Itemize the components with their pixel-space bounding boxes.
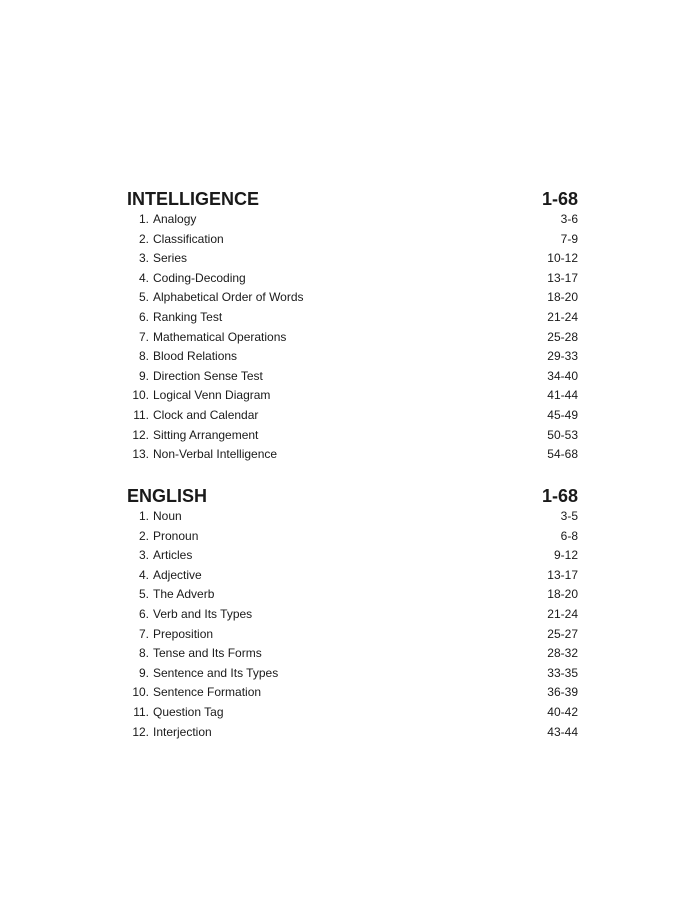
toc-entry-title: Sentence Formation [153, 685, 262, 700]
toc-entry-pages: 54-68 [547, 447, 578, 462]
toc-entry-left [127, 308, 222, 328]
toc-entry-left [127, 347, 237, 367]
toc-entry-number: 3. [138, 548, 149, 563]
toc-entry-pages: 18-20 [547, 290, 578, 305]
toc-entry-left [127, 445, 277, 465]
toc-entry-number: 12. [132, 724, 149, 739]
toc-entry-pages: 13-17 [547, 270, 578, 285]
toc-entry-number: 11. [133, 407, 149, 422]
toc-entry-left [127, 683, 261, 703]
toc-entry-number: 10. [132, 685, 149, 700]
toc-entry-title: Clock and Calendar [153, 407, 259, 422]
toc-entry-left [127, 328, 286, 348]
section-title: INTELLIGENCE [127, 189, 260, 209]
toc-entry-title: The Adverb [153, 587, 215, 602]
toc-entry-number: 8. [138, 646, 149, 661]
toc-entry-title: Sentence and Its Types [153, 665, 279, 680]
toc-entry-number: 2. [138, 528, 149, 543]
toc-entry-pages: 6-8 [560, 528, 578, 543]
toc-entry-title: Mathematical Operations [153, 329, 287, 344]
toc-entry [127, 230, 578, 250]
toc-entry-pages: 33-35 [547, 665, 578, 680]
toc-entry-left [127, 210, 196, 230]
toc-entry-pages: 13-17 [547, 567, 578, 582]
toc-entry-left [127, 527, 198, 547]
toc-entry-number: 12. [132, 427, 149, 442]
toc-entry [127, 288, 578, 308]
toc-entry-left [127, 703, 224, 723]
toc-entry-number: 9. [138, 665, 149, 680]
toc-entry [127, 445, 578, 465]
toc-entry-number: 6. [138, 606, 149, 621]
toc-entry-number: 2. [138, 231, 149, 246]
toc-entry-pages: 21-24 [547, 606, 578, 621]
toc-entry-title: Preposition [153, 626, 214, 641]
toc-entry-left [127, 605, 252, 625]
toc-entry [127, 683, 578, 703]
toc-entry-pages: 3-5 [560, 509, 578, 523]
toc-entry-title: Blood Relations [153, 349, 238, 364]
toc-entry-title: Sitting Arrangement [153, 427, 259, 442]
toc-entry-pages: 29-33 [547, 349, 578, 364]
toc-entry-left [127, 566, 202, 586]
toc-section-english [127, 485, 578, 742]
toc-entry-left [127, 426, 258, 446]
toc-entry-pages: 21-24 [547, 309, 578, 324]
toc-entry-pages: 3-6 [560, 212, 578, 226]
toc-entry-number: 5. [138, 290, 149, 305]
toc-entry-left [127, 269, 246, 289]
toc-entry [127, 664, 578, 684]
toc-entry [127, 308, 578, 328]
toc-entry-title: Adjective [153, 567, 202, 582]
toc-entry-title: Verb and Its Types [153, 606, 253, 621]
toc-entry-left [127, 386, 270, 406]
toc-entry-pages: 41-44 [547, 388, 578, 403]
toc-entry-left [127, 288, 304, 308]
toc-entry-title: Ranking Test [153, 309, 223, 324]
toc-entry-title: Interjection [153, 724, 212, 739]
toc-entry-number: 3. [138, 251, 149, 266]
toc-entry-pages: 50-53 [547, 427, 578, 442]
toc-entry [127, 585, 578, 605]
toc-entry [127, 605, 578, 625]
toc-entry-pages: 25-28 [547, 329, 578, 344]
toc-entry [127, 347, 578, 367]
toc-entry-title: Classification [153, 231, 224, 246]
toc-entry [127, 566, 578, 586]
toc-entry-pages: 25-27 [547, 626, 578, 641]
toc-entry-number: 1. [138, 212, 149, 226]
toc-entry-pages: 28-32 [547, 646, 578, 661]
toc-entry-number: 4. [138, 567, 149, 582]
toc-entry-title: Articles [153, 548, 193, 563]
toc-entry-title: Direction Sense Test [153, 368, 263, 383]
section-page-range: 1-68 [541, 486, 578, 506]
toc-entry-number: 10. [132, 388, 149, 403]
toc-entry [127, 269, 578, 289]
toc-entry [127, 249, 578, 269]
toc-entry [127, 527, 578, 547]
toc-entry-number: 8. [138, 349, 149, 364]
toc-entry-number: 7. [138, 329, 149, 344]
toc-entry-title: Coding-Decoding [153, 270, 246, 285]
toc-entry-title: Non-Verbal Intelligence [153, 447, 278, 462]
toc-list [127, 507, 578, 742]
section-header [127, 485, 578, 507]
toc-section-intelligence [127, 188, 578, 465]
toc-entry [127, 328, 578, 348]
section-header [127, 188, 578, 210]
toc-entry-left [127, 664, 278, 684]
toc-entry [127, 426, 578, 446]
toc-entry-title: Noun [153, 509, 182, 523]
toc-entry-pages: 9-12 [553, 548, 578, 563]
toc-entry [127, 507, 578, 527]
toc-entry-left [127, 406, 258, 426]
section-page-range: 1-68 [541, 189, 578, 209]
toc-entry-title: Question Tag [153, 704, 224, 719]
toc-entry-pages: 43-44 [547, 724, 578, 739]
toc-entry-title: Tense and Its Forms [153, 646, 262, 661]
toc-entry [127, 625, 578, 645]
toc-entry [127, 723, 578, 743]
toc-entry-pages: 10-12 [547, 251, 578, 266]
toc-entry-number: 9. [138, 368, 149, 383]
toc-entry [127, 546, 578, 566]
toc-entry-left [127, 723, 212, 743]
toc-entry-pages: 40-42 [547, 704, 578, 719]
toc-entry-pages: 34-40 [547, 368, 578, 383]
toc-entry-title: Series [153, 251, 188, 266]
toc-entry-pages: 18-20 [547, 587, 578, 602]
toc-entry-pages: 36-39 [547, 685, 578, 700]
toc-entry [127, 644, 578, 664]
toc-entry-left [127, 546, 192, 566]
toc-entry-title: Analogy [153, 212, 197, 226]
toc-entry-left [127, 644, 262, 664]
toc-entry-left [127, 230, 224, 250]
toc-entry-title: Logical Venn Diagram [153, 388, 271, 403]
toc-entry-left [127, 507, 182, 527]
toc-entry-title: Pronoun [153, 528, 199, 543]
toc-entry-number: 7. [138, 626, 149, 641]
toc-entry-left [127, 249, 187, 269]
toc-entry-pages: 45-49 [547, 407, 578, 422]
toc-entry [127, 406, 578, 426]
toc-entry-pages: 7-9 [560, 231, 578, 246]
toc-entry-number: 5. [138, 587, 149, 602]
toc-entry [127, 386, 578, 406]
toc-entry-number: 6. [138, 309, 149, 324]
section-title: ENGLISH [127, 486, 208, 506]
toc-entry-left [127, 625, 213, 645]
toc-entry [127, 210, 578, 230]
toc-entry-left [127, 367, 263, 387]
toc-entry [127, 703, 578, 723]
toc-entry-title: Alphabetical Order of Words [153, 290, 304, 305]
toc-entry-number: 11. [133, 704, 149, 719]
toc-entry-number: 4. [138, 270, 149, 285]
toc-list [127, 210, 578, 465]
toc-entry-number: 13. [132, 447, 149, 462]
toc-entry-number: 1. [138, 509, 149, 523]
toc-entry [127, 367, 578, 387]
toc-entry-left [127, 585, 214, 605]
